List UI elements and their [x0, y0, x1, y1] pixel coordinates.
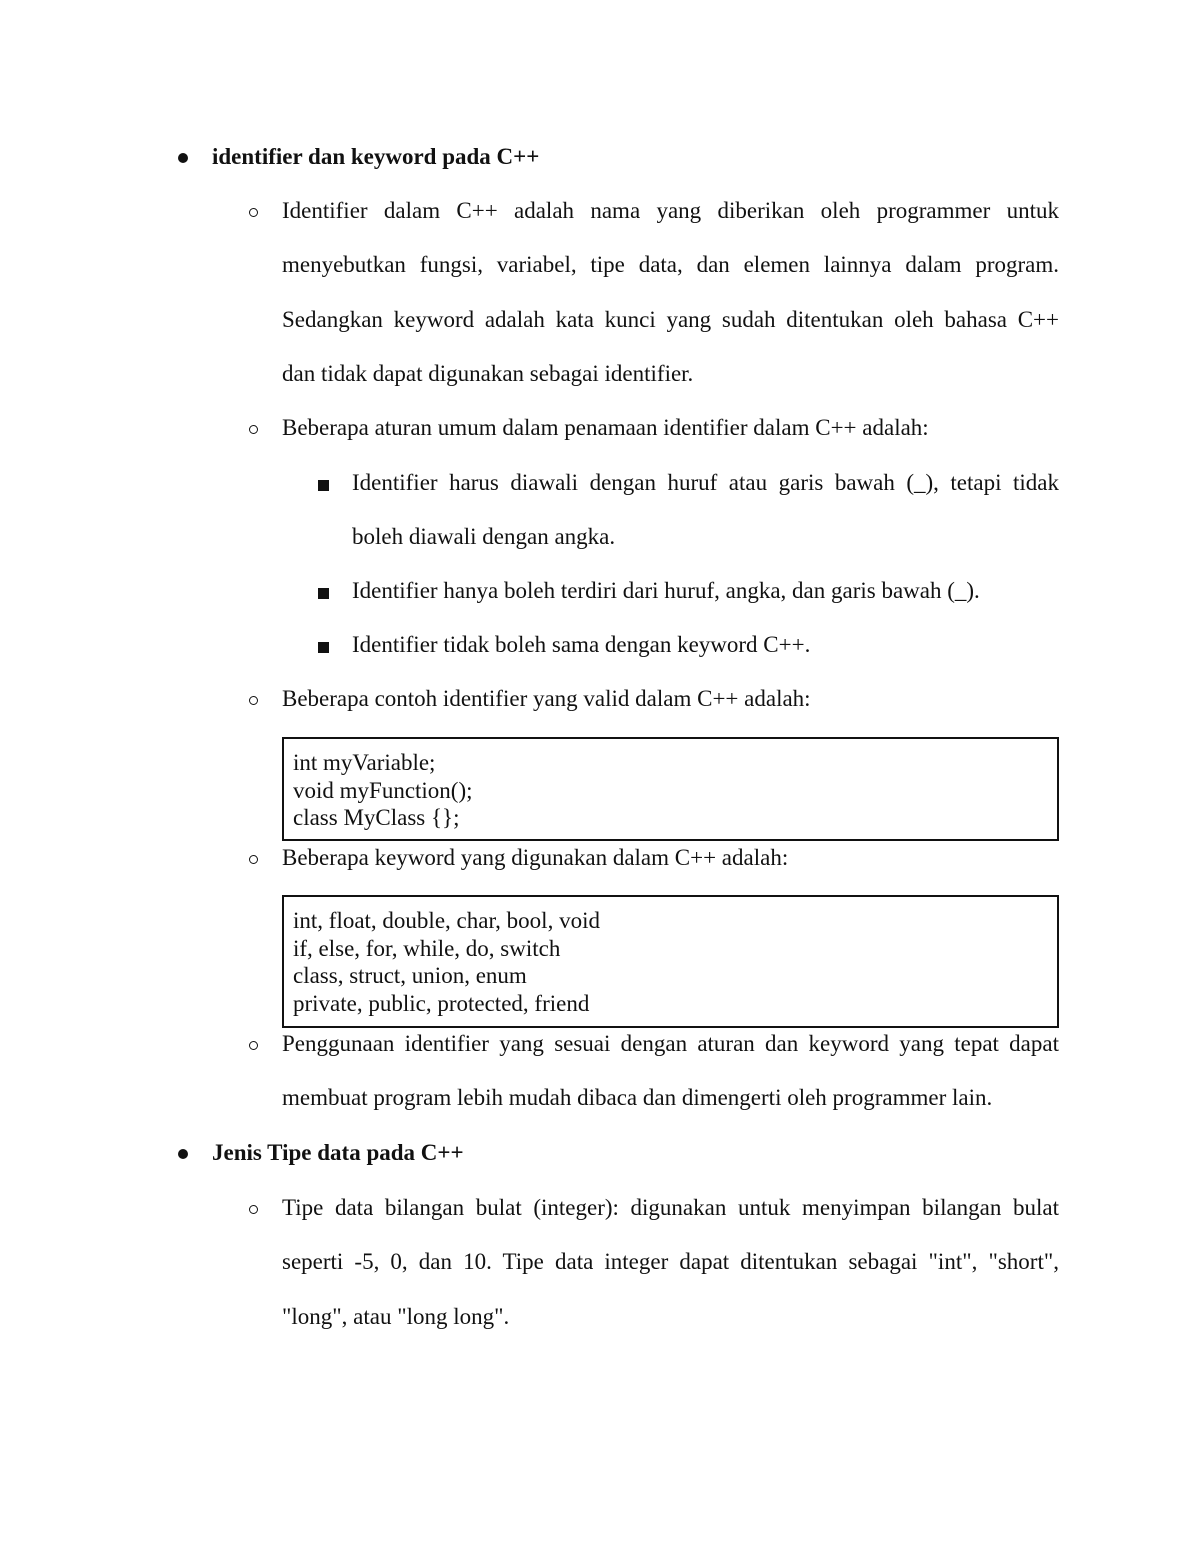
bullet-disc-icon: [178, 153, 188, 163]
text-line: Beberapa contoh identifier yang valid dalam C++ adalah:: [282, 686, 811, 711]
code-line: class, struct, union, enum: [293, 963, 527, 988]
bullet-circle-icon: [249, 696, 258, 705]
code-line: void myFunction();: [293, 777, 473, 803]
paragraph: [282, 672, 1059, 726]
text-line: Penggunaan identifier yang sesuai dengan aturan dan keyword yang tepat dapat: [282, 1031, 1059, 1056]
text-line: Identifier tidak boleh sama dengan keyword C++.: [352, 632, 811, 657]
paragraph: [352, 618, 1059, 672]
text-line: menyebutkan fungsi, variabel, tipe data, dan elemen lainnya dalam program.: [282, 252, 1059, 278]
section-heading-identifier-keyword: [178, 144, 1058, 174]
text-line: Identifier hanya boleh terdiri dari huruf, angka, dan garis bawah (_).: [352, 578, 980, 603]
bullet-circle-icon: [249, 425, 258, 434]
text-line: Beberapa aturan umum dalam penamaan identifier dalam C++ adalah:: [282, 415, 929, 440]
bullet-disc-icon: [178, 1149, 188, 1159]
bullet-circle-icon: [249, 1041, 258, 1050]
code-line: if, else, for, while, do, switch: [293, 935, 561, 961]
bullet-square-icon: [318, 480, 329, 491]
bullet-square-icon: [318, 642, 329, 653]
code-line: int myVariable;: [293, 750, 436, 775]
paragraph: [282, 831, 1059, 885]
text-line: dan tidak dapat digunakan sebagai identifier.: [282, 360, 694, 386]
text-line: membuat program lebih mudah dibaca dan dimengerti oleh programmer lain.: [282, 1085, 993, 1111]
paragraph: [352, 564, 1059, 618]
paragraph: [352, 456, 1059, 565]
code-box-keyword-list: [282, 895, 1059, 1028]
code-box-identifier-examples: [282, 737, 1059, 841]
text-line: Beberapa keyword yang digunakan dalam C++ adalah:: [282, 845, 789, 870]
paragraph: [282, 184, 1059, 401]
code-line: class MyClass {};: [293, 805, 460, 830]
code-line: private, public, protected, friend: [293, 990, 590, 1016]
heading-text: identifier dan keyword pada C++: [212, 144, 540, 169]
text-line: boleh diawali dengan angka.: [352, 524, 616, 550]
text-line: "long", atau "long long".: [282, 1303, 510, 1329]
heading-text: Jenis Tipe data pada C++: [212, 1140, 464, 1165]
bullet-circle-icon: [249, 1205, 258, 1214]
bullet-circle-icon: [249, 855, 258, 864]
paragraph: [282, 401, 1059, 455]
text-line: Sedangkan keyword adalah kata kunci yang sudah ditentukan oleh bahasa C++: [282, 306, 1059, 332]
paragraph: [282, 1017, 1059, 1126]
bullet-circle-icon: [249, 208, 258, 217]
text-line: Identifier dalam C++ adalah nama yang diberikan oleh programmer untuk: [282, 198, 1059, 223]
text-line: seperti -5, 0, dan 10. Tipe data integer dapat ditentukan sebagai "int", "short",: [282, 1249, 1059, 1275]
text-line: Identifier harus diawali dengan huruf atau garis bawah (_), tetapi tidak: [352, 470, 1059, 495]
bullet-square-icon: [318, 588, 329, 599]
code-line: int, float, double, char, bool, void: [293, 908, 600, 933]
paragraph: [282, 1181, 1059, 1344]
section-heading-data-types: [178, 1140, 1058, 1170]
text-line: Tipe data bilangan bulat (integer): digunakan untuk menyimpan bilangan bulat: [282, 1195, 1059, 1220]
